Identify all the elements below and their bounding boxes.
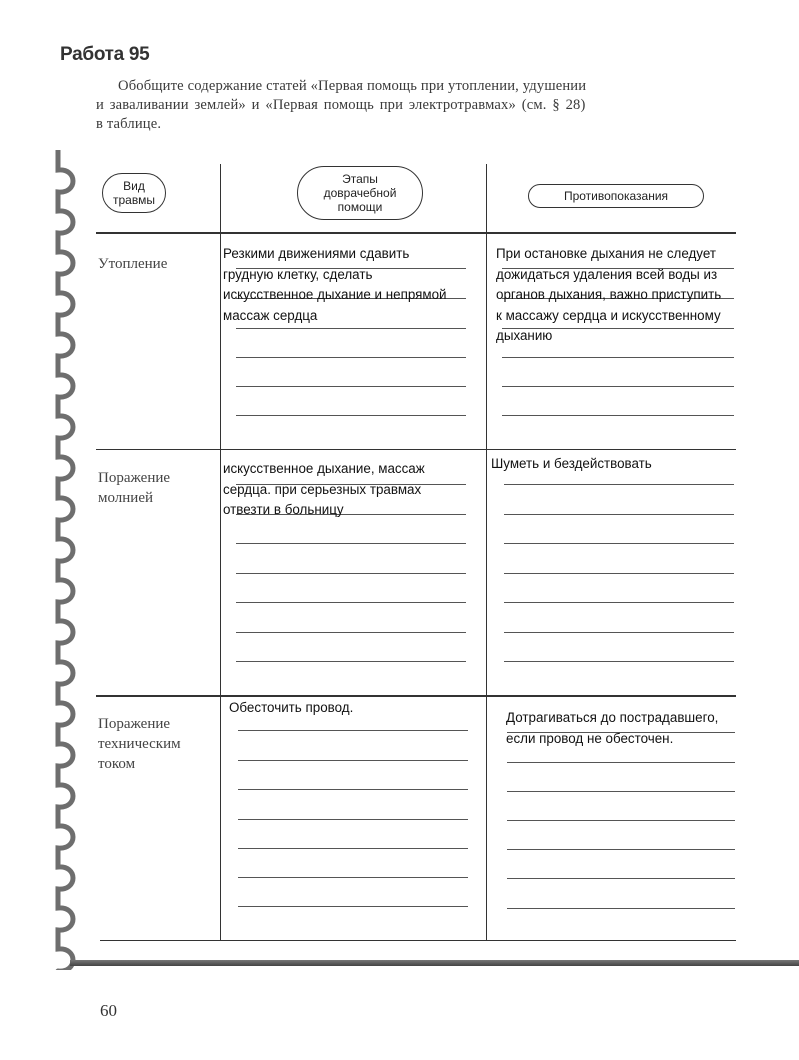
instruction-line-1: Обобщите содержание статей «Первая помощь при утоплении, удушении <box>118 78 587 94</box>
writing-line <box>502 386 734 387</box>
writing-line <box>238 760 468 761</box>
writing-line <box>238 906 468 907</box>
spiral-coil <box>58 150 73 970</box>
writing-line <box>238 819 468 820</box>
row-divider-2 <box>96 695 736 697</box>
writing-line <box>504 602 734 603</box>
answer-first-aid-lightning[interactable]: искусственное дыхание, массаж сердца. при серьезных травмах отвезти в больницу <box>223 461 425 517</box>
spiral-binding-decoration <box>52 150 82 970</box>
writing-line <box>504 514 734 515</box>
writing-line <box>236 415 466 416</box>
answer-first-aid-electric-current[interactable]: Обесточить провод. <box>229 700 354 715</box>
writing-line <box>236 386 466 387</box>
writing-line <box>238 730 468 731</box>
writing-line <box>507 762 735 763</box>
writing-line <box>504 661 734 662</box>
writing-line <box>236 573 466 574</box>
writing-line <box>236 602 466 603</box>
page-bottom-edge <box>70 960 799 966</box>
header-divider <box>96 232 736 234</box>
page-title: Работа 95 <box>60 44 150 65</box>
writing-line <box>238 877 468 878</box>
writing-line <box>236 661 466 662</box>
writing-line <box>507 849 735 850</box>
writing-line <box>507 820 735 821</box>
writing-line <box>236 357 466 358</box>
writing-line <box>504 543 734 544</box>
row-divider-1 <box>96 449 736 450</box>
answer-first-aid-drowning[interactable]: Резкими движениями сдавить грудную клетку, сделать искусственное дыхание и непрямой массаж сердца <box>223 246 447 323</box>
writing-line <box>238 789 468 790</box>
writing-line <box>236 543 466 544</box>
instruction-line-2: и заваливании землей» и «Первая помощь при электротравмах» (см. § 28) <box>96 97 586 113</box>
row-label-electric-current: Поражение техническим током <box>98 716 181 772</box>
table-bottom-line <box>100 940 736 941</box>
answer-contraindication-electric-current[interactable]: Дотрагиваться до пострадавшего, если провод не обесточен. <box>506 710 719 746</box>
answer-contraindication-lightning[interactable]: Шуметь и бездействовать <box>491 456 652 471</box>
header-injury-type: Вид травмы <box>102 173 166 213</box>
writing-line <box>502 357 734 358</box>
writing-line <box>507 791 735 792</box>
writing-line <box>507 878 735 879</box>
row-label-lightning: Поражение молнией <box>98 470 171 506</box>
writing-line <box>238 848 468 849</box>
writing-line <box>504 632 734 633</box>
instruction-line-3: в таблице. <box>96 116 162 132</box>
header-first-aid-stages: Этапы доврачебной помощи <box>297 166 423 220</box>
answer-contraindication-drowning[interactable]: При остановке дыхания не следует дожидаться удаления всей воды из органов дыхания, важно приступить к массажу сердца и искусственному дыханию <box>496 246 722 343</box>
writing-line <box>504 484 734 485</box>
column-divider-2 <box>486 164 487 941</box>
writing-line <box>507 908 735 909</box>
writing-line <box>504 573 734 574</box>
writing-line <box>236 328 466 329</box>
page-number: 60 <box>100 1001 117 1020</box>
writing-line <box>236 632 466 633</box>
writing-line <box>502 415 734 416</box>
column-divider-1 <box>220 164 221 941</box>
row-label-drowning: Утопление <box>98 256 168 272</box>
header-contraindications: Противопоказания <box>528 184 704 208</box>
